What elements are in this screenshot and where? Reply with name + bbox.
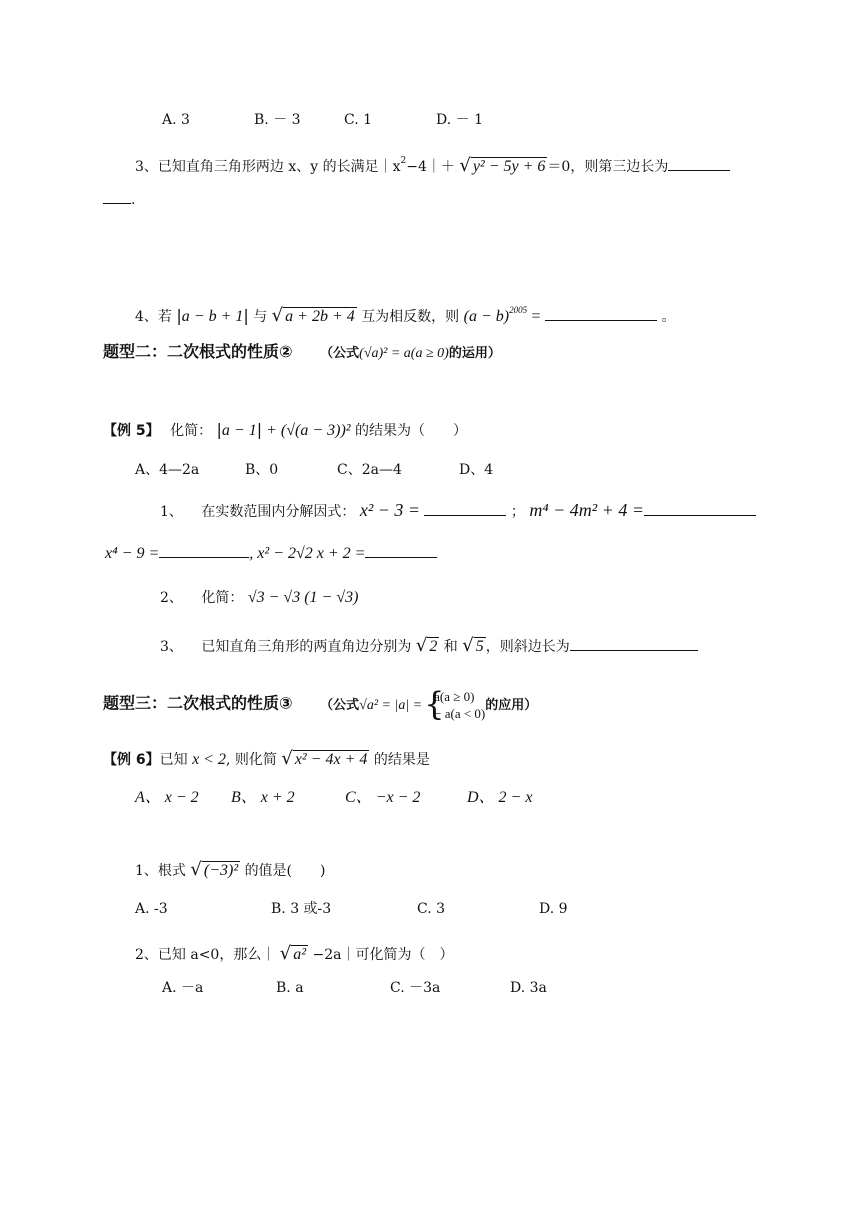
answer-blank[interactable] — [159, 543, 249, 558]
example-6: 【例 6】已知 x < 2, 则化简 √ x² − 4x + 4 的结果是 — [103, 748, 430, 769]
radical-2: √ 2 — [415, 635, 438, 656]
expression-1: x² − 3 = — [359, 500, 421, 520]
abs-expression: |a − b + 1| — [176, 306, 249, 325]
option-a: A. 3 — [162, 112, 190, 128]
problem-2-expression: √3 − √3 (1 − √3) — [247, 589, 359, 606]
option-a: A、 x − 2 — [135, 789, 199, 806]
answer-blank[interactable] — [644, 501, 756, 516]
formula-note: （公式√a² = |a| = { a(a ≥ 0) − a(a < 0) 的应用） — [320, 685, 538, 723]
question-2-radical: √ a² — [279, 943, 307, 964]
option-d: D、 2 − x — [467, 789, 533, 806]
question-3-mid: −4｜＋ — [406, 159, 455, 175]
problem-1-continued — [105, 543, 437, 564]
example-6-options — [135, 788, 532, 808]
answer-blank[interactable] — [365, 543, 437, 558]
example-5: 【例 5】 化简： |a − 1| + (√(a − 3))² 的结果为（ ） — [103, 420, 468, 439]
answer-blank[interactable] — [668, 156, 730, 171]
question-3-suffix: ＝0，则第三边长为 — [547, 159, 669, 175]
option-b: B. 3 或-3 — [271, 901, 332, 917]
option-c: C、2a—4 — [337, 462, 402, 478]
option-a: A、4—2a — [135, 462, 200, 478]
problem-1: 1、 在实数范围内分解因式： x² − 3 = ； m⁴ − 4m² + 4 = — [160, 500, 756, 522]
question-3-prefix: 3、已知直角三角形两边 x、y 的长满足｜x — [135, 159, 401, 175]
question-3: 3、已知直角三角形两边 x、y 的长满足$|x^2-4|+$ √ y² − 5y + 6 ＝0，则第三边长为 — [135, 151, 730, 177]
problem-2: 2、 化简： √3 − √3 (1 − √3) — [160, 589, 359, 606]
answer-blank[interactable] — [570, 636, 698, 651]
option-c: C. 1 — [344, 112, 373, 128]
option-d: D、4 — [459, 462, 494, 478]
option-d: D. － 1 — [436, 112, 483, 128]
expression-2: m⁴ − 4m² + 4 = — [529, 500, 644, 520]
section-title: 题型三：二次根式的性质③ — [103, 693, 293, 713]
option-b: B、0 — [245, 462, 279, 478]
example-5-options — [135, 460, 493, 480]
section-heading-2 — [103, 342, 501, 364]
expression-4: , x² − 2√2 x + 2 = — [249, 545, 366, 562]
expression-3: x⁴ − 9 = — [105, 545, 160, 562]
question-2-options — [162, 978, 547, 998]
option-c: C. －3a — [390, 980, 441, 996]
answer-blank[interactable] — [424, 501, 506, 516]
section-title: 题型二：二次根式的性质② — [103, 342, 293, 361]
question-3-continuation: . — [103, 189, 135, 210]
answer-blank[interactable] — [545, 306, 657, 321]
option-a: A. －a — [162, 980, 204, 996]
question-4: 4、若 |a − b + 1| 与 √ a + 2b + 4 互为相反数，则 $(a - b)^{2005}$ = 。 — [135, 305, 676, 326]
option-d: D. 9 — [539, 901, 568, 917]
option-b: B、 x + 2 — [231, 789, 295, 806]
question-options-top — [162, 110, 483, 130]
example-6-radical: √ x² − 4x + 4 — [281, 748, 368, 769]
question-1: 1、根式 √ (−3)² 的值是( ) — [135, 859, 326, 880]
question-1-radical: √ (−3)² — [190, 859, 239, 880]
option-d: D. 3a — [510, 980, 547, 996]
option-c: C、 −x − 2 — [345, 789, 421, 806]
radical-5: √ 5 — [462, 635, 484, 656]
example-5-expression: |a − 1| + (√(a − 3))² — [216, 420, 351, 439]
question-4-prefix: 4、若 — [135, 309, 172, 325]
problem-3: 3、 已知直角三角形的两直角边分别为 √ 2 和 √ 5 ，则斜边长为 — [160, 636, 698, 657]
option-a: A. -3 — [135, 901, 168, 917]
option-b: B. － 3 — [254, 112, 301, 128]
option-c: C. 3 — [417, 901, 446, 917]
example-tag: 【例 6】 — [103, 752, 160, 768]
question-1-options — [135, 899, 568, 919]
formula-note: （公式(√a)² = a(a ≥ 0)的运用） — [320, 346, 501, 361]
power-expression: $(a - b)^{2005}$ — [463, 305, 528, 325]
option-b: B. a — [276, 980, 304, 996]
question-2: 2、已知 a<0，那么｜ √ a² −2a｜可化简为（ ） — [135, 943, 454, 964]
piecewise-cases: { a(a ≥ 0) − a(a < 0) — [424, 685, 486, 723]
answer-blank-continued[interactable] — [103, 189, 131, 204]
question-3-radical: √ y² − 5y + 6 — [459, 155, 546, 176]
question-4-radical: √ a + 2b + 4 — [271, 305, 355, 326]
example-tag: 【例 5】 — [103, 423, 160, 439]
section-heading-3 — [103, 685, 538, 723]
